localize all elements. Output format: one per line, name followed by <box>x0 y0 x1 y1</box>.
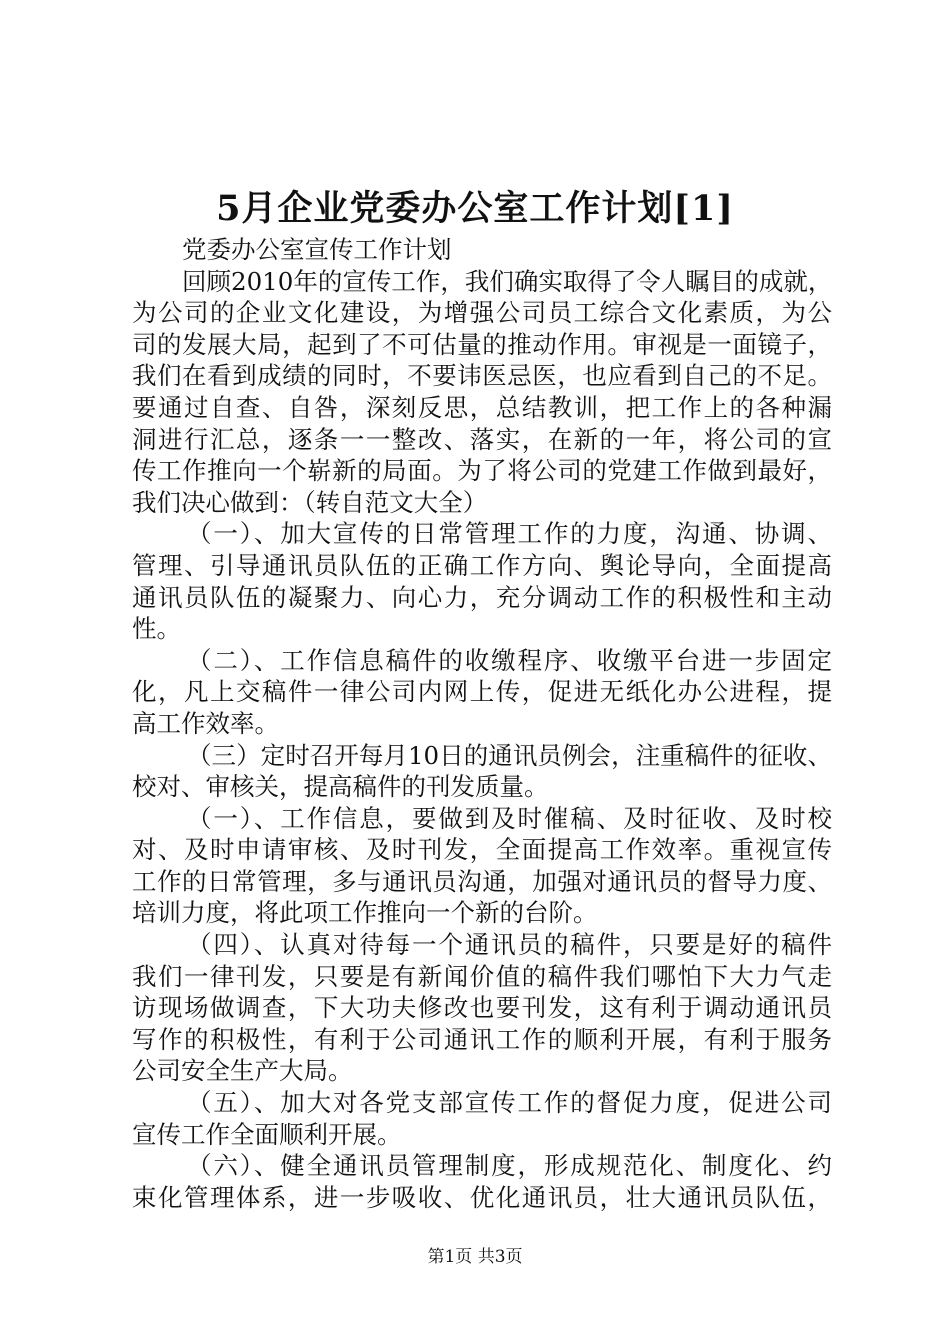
text-line: 对、及时申请审核、及时刊发，全面提高工作效率。重视宣传 <box>132 835 832 865</box>
text-line: 司的发展大局，起到了不可估量的推动作用。审视是一面镜子， <box>132 329 832 359</box>
text-line: 回顾2010年的宣传工作，我们确实取得了令人瞩目的成就， <box>182 266 833 296</box>
text-line: （六）、健全通讯员管理制度，形成规范化、制度化、约 <box>187 1151 832 1181</box>
text-line: 高工作效率。 <box>132 708 279 738</box>
text-line: （四）、认真对待每一个通讯员的稿件，只要是好的稿件 <box>187 930 832 960</box>
text-line: 洞进行汇总，逐条一一整改、落实，在新的一年，将公司的宣 <box>132 424 832 454</box>
text-line: 传工作推向一个崭新的局面。为了将公司的党建工作做到最好， <box>132 456 832 486</box>
document-title: 5月企业党委办公室工作计划[1] <box>216 188 734 229</box>
text-line: 校对、审核关，提高稿件的刊发质量。 <box>132 772 549 802</box>
text-line: 我们决心做到：（转自范文大全） <box>132 487 488 517</box>
text-line: 培训力度，将此项工作推向一个新的台阶。 <box>132 898 598 928</box>
text-line: 宣传工作全面顺利开展。 <box>132 1119 402 1149</box>
text-line: （一）、工作信息，要做到及时催稿、及时征收、及时校 <box>187 803 832 833</box>
text-line: 我们在看到成绩的同时，不要讳医忌医，也应看到自己的不足。 <box>132 361 832 391</box>
text-line: 性。 <box>132 614 181 644</box>
text-line: 访现场做调查，下大功夫修改也要刊发，这有利于调动通讯员 <box>132 993 832 1023</box>
text-line: 公司安全生产大局。 <box>132 1056 353 1086</box>
text-line: 化，凡上交稿件一律公司内网上传，促进无纸化办公进程，提 <box>132 677 832 707</box>
text-line: 为公司的企业文化建设，为增强公司员工综合文化素质，为公 <box>132 298 832 328</box>
text-line: 束化管理体系，进一步吸收、优化通讯员，壮大通讯员队伍， <box>132 1182 832 1212</box>
document-body <box>132 234 832 1213</box>
text-line: 通讯员队伍的凝聚力、向心力，充分调动工作的积极性和主动 <box>132 582 832 612</box>
text-line: 要通过自查、自咎，深刻反思，总结教训，把工作上的各种漏 <box>132 392 832 422</box>
text-line: 工作的日常管理，多与通讯员沟通，加强对通讯员的督导力度、 <box>132 866 832 896</box>
text-line: （二）、工作信息稿件的收缴程序、收缴平台进一步固定 <box>187 645 832 675</box>
text-line: 写作的积极性，有利于公司通讯工作的顺利开展，有利于服务 <box>132 1024 832 1054</box>
text-line: 我们一律刊发，只要是有新闻价值的稿件我们哪怕下大力气走 <box>132 961 832 991</box>
text-line: （三）定时召开每月10日的通讯员例会，注重稿件的征收、 <box>187 740 832 770</box>
text-line: 管理、引导通讯员队伍的正确工作方向、舆论导向，全面提高 <box>132 550 832 580</box>
subtitle-line: 党委办公室宣传工作计划 <box>182 235 452 264</box>
page-number-footer: 第1页 共3页 <box>427 1247 523 1267</box>
text-line: （一）、加大宣传的日常管理工作的力度，沟通、协调、 <box>187 519 832 549</box>
text-line: （五）、加大对各党支部宣传工作的督促力度，促进公司 <box>187 1088 832 1118</box>
